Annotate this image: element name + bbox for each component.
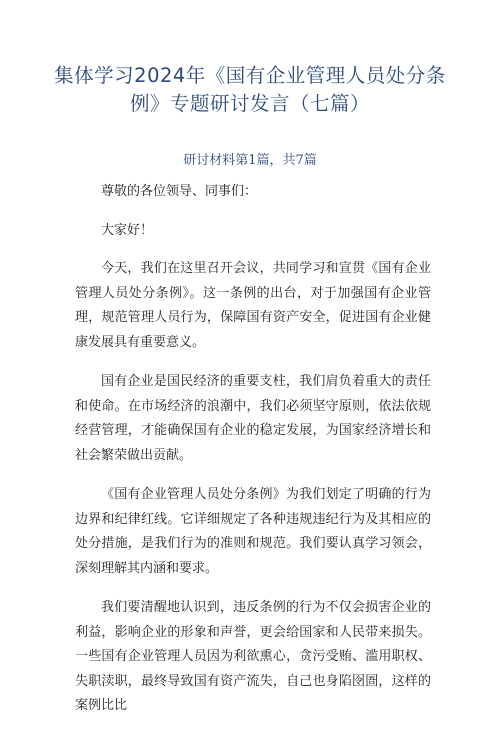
salutation: 尊敬的各位领导、同事们： <box>101 184 258 199</box>
paragraph: 国有企业是国民经济的重要支柱，我们肩负着重大的责任和使命。在市场经济的浪潮中，我们必须坚守原则，依法依规经营管理，才能确保国有企业的稳定发展，为国家经济增长和社会繁荣做出贡献。 <box>75 374 431 463</box>
document-subtitle: 研讨材料第1篇，共7篇 <box>183 153 317 168</box>
document-title: 集体学习2024年《国有企业管理人员处分条例》专题研讨发言（七篇） <box>54 64 446 115</box>
greeting: 大家好！ <box>101 222 154 238</box>
document-body <box>75 180 431 734</box>
paragraph: 我们要清醒地认识到，违反条例的行为不仅会损害企业的利益，影响企业的形象和声誉，更会给国家和人民带来损失。一些国有企业管理人员因为利欲熏心，贪污受贿、滥用职权、失职渎职，最终导致国有资产流失，自己也身陷囹圄，这样的案例比比 <box>75 600 431 713</box>
paragraph: 《国有企业管理人员处分条例》为我们划定了明确的行为边界和纪律红线。它详细规定了各种违规违纪行为及其相应的处分措施，是我们行为的准则和规范。我们要认真学习领会，深刻理解其内涵和要求。 <box>75 487 431 576</box>
paragraph: 今天，我们在这里召开会议，共同学习和宣贯《国有企业管理人员处分条例》。这一条例的出台，对于加强国有企业管理，规范管理人员行为，保障国有资产安全，促进国有企业健康发展具有重要意义。 <box>75 261 431 350</box>
